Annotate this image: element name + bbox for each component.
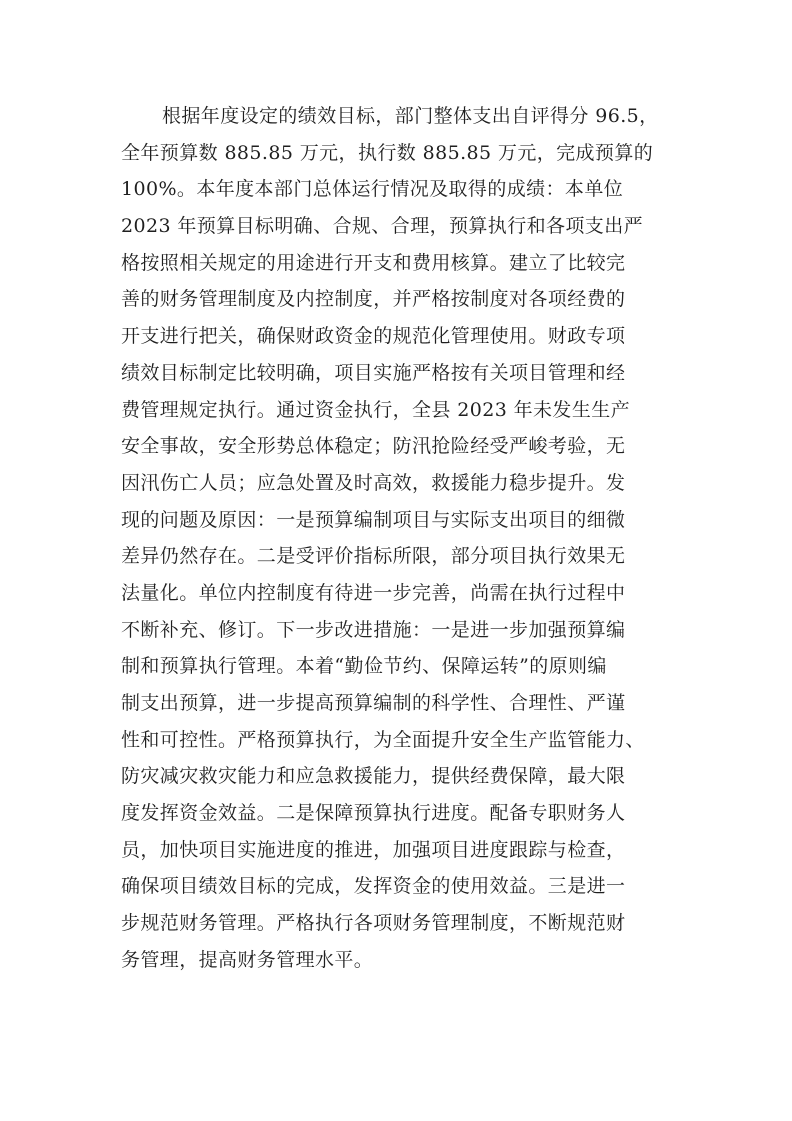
paragraph-line: 安全事故，安全形势总体稳定；防汛抢险经受严峻考验，无 (121, 435, 626, 458)
paragraph-line: 100%。本年度本部门总体运行情况及取得的成绩：本单位 (121, 178, 624, 201)
paragraph-line: 不断补充、修订。下一步改进措施：一是进一步加强预算编 (121, 618, 626, 641)
paragraph-line: 防灾减灾救灾能力和应急救援能力，提供经费保障，最大限 (121, 765, 626, 788)
paragraph-line: 现的问题及原因：一是预算编制项目与实际支出项目的细微 (121, 508, 626, 531)
paragraph-line: 因汛伤亡人员；应急处置及时高效，救援能力稳步提升。发 (121, 471, 626, 494)
paragraph-line: 差异仍然存在。二是受评价指标所限，部分项目执行效果无 (121, 545, 626, 568)
paragraph-line: 制支出预算，进一步提高预算编制的科学性、合理性、严谨 (121, 692, 626, 714)
paragraph-line: 制和预算执行管理。本着“勤俭节约、保障运转”的原则编 (121, 655, 607, 678)
paragraph-line: 全年预算数 885.85 万元，执行数 885.85 万元，完成预算的 (121, 141, 654, 164)
paragraph-line: 格按照相关规定的用途进行开支和费用核算。建立了比较完 (121, 251, 626, 274)
paragraph-line: 开支进行把关，确保财政资金的规范化管理使用。财政专项 (121, 325, 626, 348)
paragraph-line: 根据年度设定的绩效目标，部门整体支出自评得分 96.5， (162, 105, 659, 127)
paragraph-line: 法量化。单位内控制度有待进一步完善，尚需在执行过程中 (121, 581, 626, 604)
paragraph-line: 善的财务管理制度及内控制度，并严格按制度对各项经费的 (121, 288, 626, 311)
paragraph-line: 步规范财务管理。严格执行各项财务管理制度，不断规范财 (121, 912, 626, 935)
paragraph-line: 2023 年预算目标明确、合规、合理，预算执行和各项支出严 (121, 215, 643, 238)
paragraph-line: 绩效目标制定比较明确，项目实施严格按有关项目管理和经 (121, 361, 626, 384)
paragraph-line: 费管理规定执行。通过资金执行，全县 2023 年未发生生产 (121, 398, 631, 421)
paragraph-line: 员，加快项目实施进度的推进，加强项目进度跟踪与检查， (121, 838, 626, 861)
paragraph-line: 性和可控性。严格预算执行，为全面提升安全生产监管能力、 (121, 728, 645, 751)
paragraph-line: 确保项目绩效目标的完成，发挥资金的使用效益。三是进一 (121, 875, 626, 898)
paragraph-line: 务管理，提高财务管理水平。 (121, 948, 374, 971)
body-paragraph (121, 98, 681, 979)
paragraph-line: 度发挥资金效益。二是保障预算执行进度。配备专职财务人 (121, 802, 626, 825)
